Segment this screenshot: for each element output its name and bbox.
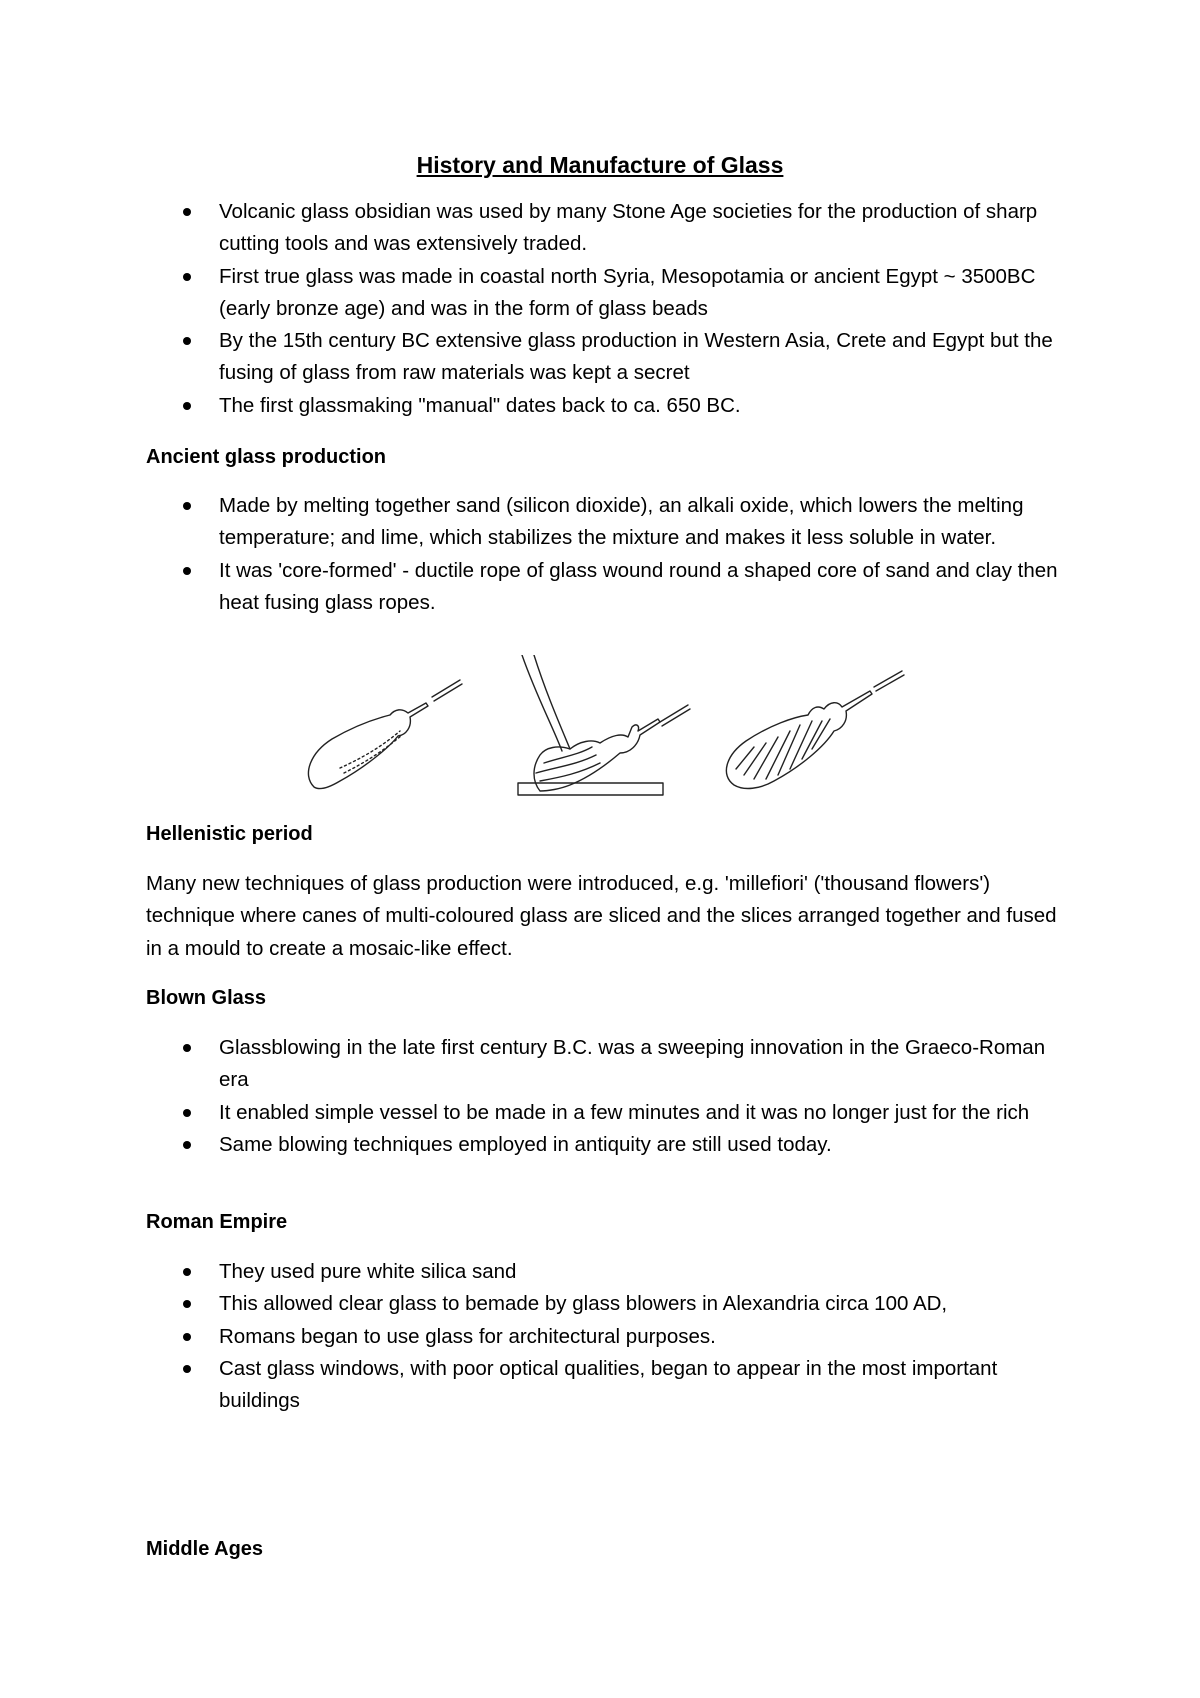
intro-bullet-list — [146, 196, 1076, 422]
list-item-text: Made by melting together sand (silicon dioxide), an alkali oxide, which lowers the melting temperature; and lime, which stabilizes the mixture and makes it less soluble in water. — [219, 494, 1024, 550]
section-heading-hellenistic: Hellenistic period — [146, 823, 313, 845]
document-title: History and Manufacture of Glass — [416, 152, 784, 178]
list-item-text: This allowed clear glass to bemade by glass blowers in Alexandria circa 100 AD, — [219, 1292, 948, 1316]
bullet-icon — [183, 1044, 191, 1052]
list-item — [146, 555, 1076, 620]
bullet-icon — [183, 567, 191, 575]
list-item — [146, 1256, 1076, 1288]
section-heading-roman: Roman Empire — [146, 1211, 288, 1233]
list-item — [146, 261, 1076, 326]
core-sketch-3 — [726, 671, 904, 788]
core-forming-illustration — [300, 655, 920, 805]
list-item-text: They used pure white silica sand — [219, 1260, 517, 1283]
bullet-icon — [183, 502, 191, 510]
list-item-text: By the 15th century BC extensive glass production in Western Asia, Crete and Egypt but the fusing of glass from raw materials was kept a secret — [219, 329, 1053, 385]
bullet-icon — [183, 1300, 191, 1308]
list-item — [146, 490, 1076, 555]
list-item-text: Volcanic glass obsidian was used by many Stone Age societies for the production of sharp cutting tools and was extensively traded. — [219, 200, 1038, 256]
bullet-icon — [183, 337, 191, 345]
list-item — [146, 1353, 1076, 1418]
list-item — [146, 1097, 1076, 1129]
bullet-icon — [183, 402, 191, 410]
core-sketch-1 — [308, 680, 462, 789]
list-item — [146, 1288, 1076, 1320]
list-item — [146, 1129, 1076, 1161]
list-item — [146, 325, 1076, 390]
bullet-icon — [183, 1365, 191, 1373]
list-item-text: Glassblowing in the late first century B.C. was a sweeping innovation in the Graeco-Roman era — [219, 1036, 1046, 1092]
section-heading-middle-ages: Middle Ages — [146, 1538, 264, 1560]
bullet-icon — [183, 1141, 191, 1149]
section-heading-ancient: Ancient glass production — [146, 446, 387, 468]
bullet-icon — [183, 208, 191, 216]
list-item-text: Cast glass windows, with poor optical qualities, began to appear in the most important buildings — [219, 1356, 998, 1413]
list-item-text: Same blowing techniques employed in antiquity are still used today. — [219, 1132, 832, 1156]
list-item — [146, 390, 1076, 422]
list-item — [146, 196, 1076, 261]
bullet-icon — [183, 273, 191, 281]
list-item-text: First true glass was made in coastal north Syria, Mesopotamia or ancient Egypt ~ 3500BC (early bronze age) and was in the form of glass beads — [219, 264, 1036, 320]
blown-bullet-list — [146, 1032, 1076, 1161]
bullet-icon — [183, 1268, 191, 1276]
core-sketch-2 — [518, 655, 690, 795]
ancient-bullet-list — [146, 490, 1076, 619]
hellenistic-paragraph: Many new techniques of glass production were introduced, e.g. 'millefiori' ('thousand flowers') technique where canes of multi-coloured glass are sliced and the slices arranged together and fused in a mould to create a mosaic-like effect. — [146, 872, 1057, 960]
list-item — [146, 1321, 1076, 1353]
list-item-text: It was 'core-formed' - ductile rope of glass wound round a shaped core of sand and clay then heat fusing glass ropes. — [219, 558, 1058, 614]
bullet-icon — [183, 1109, 191, 1117]
section-heading-blown: Blown Glass — [146, 987, 267, 1009]
bullet-icon — [183, 1333, 191, 1341]
list-item — [146, 1032, 1076, 1097]
roman-bullet-list — [146, 1256, 1076, 1417]
list-item-text: It enabled simple vessel to be made in a few minutes and it was no longer just for the rich — [219, 1100, 1030, 1124]
list-item-text: The first glassmaking "manual" dates back to ca. 650 BC. — [219, 393, 741, 417]
list-item-text: Romans began to use glass for architectural purposes. — [219, 1324, 716, 1348]
